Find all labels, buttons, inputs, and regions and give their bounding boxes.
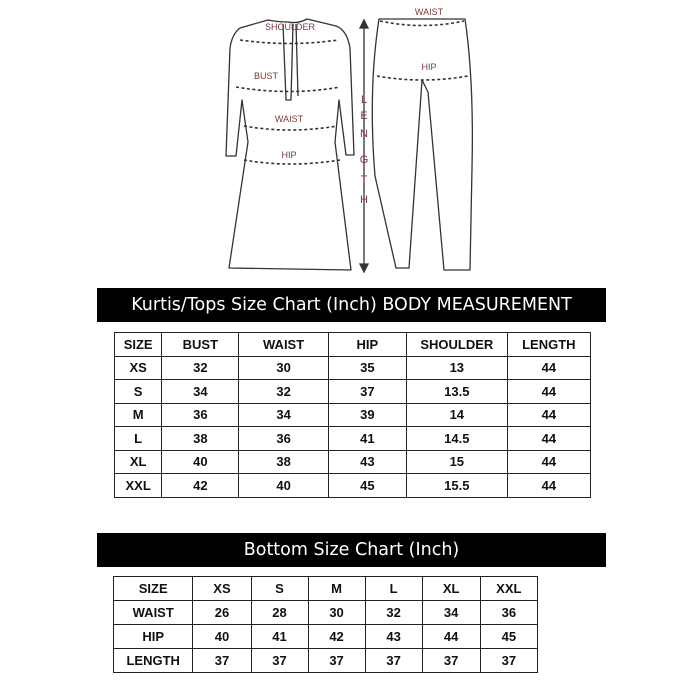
table-cell: 34 <box>162 380 239 404</box>
kurti-outline <box>226 19 354 270</box>
table-row <box>115 474 591 498</box>
table-cell: WAIST <box>114 601 193 625</box>
table-cell: 30 <box>308 601 365 625</box>
table-cell: 37 <box>251 649 308 673</box>
table-cell: 32 <box>365 601 422 625</box>
bottom-size-table <box>113 576 538 673</box>
table-cell: XL <box>115 450 162 474</box>
table-header-cell: SIZE <box>115 333 162 357</box>
table-row <box>115 427 591 451</box>
table-cell: 13.5 <box>406 380 507 404</box>
table-cell: 37 <box>480 649 537 673</box>
table-cell: 26 <box>193 601 251 625</box>
table-cell: XXL <box>115 474 162 498</box>
length-letter: G <box>359 154 369 166</box>
table-cell: 41 <box>328 427 406 451</box>
garment-illustration <box>0 0 700 285</box>
table-cell: 36 <box>480 601 537 625</box>
table-cell: M <box>115 403 162 427</box>
table-cell: XS <box>115 356 162 380</box>
table-header-row <box>114 577 538 601</box>
bust-label: BUST <box>253 71 279 81</box>
table-cell: 44 <box>507 356 590 380</box>
table-header-cell: BUST <box>162 333 239 357</box>
table-cell: 37 <box>328 380 406 404</box>
table-cell: 44 <box>507 474 590 498</box>
table-row <box>114 601 538 625</box>
table-row <box>115 356 591 380</box>
kurti-waist-label: WAIST <box>274 114 304 124</box>
tops-size-table <box>114 332 591 498</box>
table-header-cell: XS <box>193 577 251 601</box>
table-row <box>115 403 591 427</box>
table-cell: 32 <box>162 356 239 380</box>
table-cell: HIP <box>114 625 193 649</box>
table-cell: 37 <box>365 649 422 673</box>
table-header-cell: LENGTH <box>507 333 590 357</box>
length-letter: E <box>360 110 368 122</box>
table-row <box>114 625 538 649</box>
length-letter: T <box>360 174 368 186</box>
table-cell: 37 <box>422 649 480 673</box>
table-cell: 42 <box>308 625 365 649</box>
table-cell: 35 <box>328 356 406 380</box>
table-cell: S <box>115 380 162 404</box>
table-cell: 44 <box>507 450 590 474</box>
table-header-cell: WAIST <box>239 333 328 357</box>
table-cell: 41 <box>251 625 308 649</box>
table-cell: 34 <box>422 601 480 625</box>
table-cell: LENGTH <box>114 649 193 673</box>
table-header-cell: M <box>308 577 365 601</box>
table-header-cell: L <box>365 577 422 601</box>
table-cell: 14 <box>406 403 507 427</box>
table-cell: 36 <box>162 403 239 427</box>
table-cell: 43 <box>365 625 422 649</box>
table-cell: L <box>115 427 162 451</box>
table-row <box>115 450 591 474</box>
table-cell: 13 <box>406 356 507 380</box>
table-cell: 37 <box>193 649 251 673</box>
pants-hip-label: HIP <box>421 62 437 72</box>
table-cell: 34 <box>239 403 328 427</box>
table-header-cell: SIZE <box>114 577 193 601</box>
table-header-row <box>115 333 591 357</box>
table-cell: 36 <box>239 427 328 451</box>
table-cell: 15.5 <box>406 474 507 498</box>
pants-outline <box>372 19 472 270</box>
table-row <box>115 380 591 404</box>
table-cell: 39 <box>328 403 406 427</box>
table-cell: 38 <box>162 427 239 451</box>
table-cell: 45 <box>328 474 406 498</box>
table-header-cell: XL <box>422 577 480 601</box>
table-cell: 28 <box>251 601 308 625</box>
table-cell: 14.5 <box>406 427 507 451</box>
table-cell: 37 <box>308 649 365 673</box>
table-cell: 40 <box>239 474 328 498</box>
table-cell: 40 <box>162 450 239 474</box>
table-cell: 44 <box>422 625 480 649</box>
table-cell: 42 <box>162 474 239 498</box>
table-cell: 43 <box>328 450 406 474</box>
table-cell: 40 <box>193 625 251 649</box>
table-cell: 38 <box>239 450 328 474</box>
table-cell: 44 <box>507 427 590 451</box>
pants-waist-label: WAIST <box>414 7 444 17</box>
length-letter: N <box>360 128 368 140</box>
table-header-cell: XXL <box>480 577 537 601</box>
table-header-cell: SHOULDER <box>406 333 507 357</box>
shoulder-label: SHOULDER <box>264 22 316 32</box>
table-cell: 15 <box>406 450 507 474</box>
table-cell: 32 <box>239 380 328 404</box>
table-cell: 45 <box>480 625 537 649</box>
kurti-hip-label: HIP <box>281 150 297 160</box>
table-cell: 44 <box>507 403 590 427</box>
table-header-cell: HIP <box>328 333 406 357</box>
table-cell: 44 <box>507 380 590 404</box>
tops-chart-title: Kurtis/Tops Size Chart (Inch) BODY MEASUREMENT <box>97 288 606 322</box>
table-cell: 30 <box>239 356 328 380</box>
bottom-chart-title: Bottom Size Chart (Inch) <box>97 533 606 567</box>
table-header-cell: S <box>251 577 308 601</box>
table-row <box>114 649 538 673</box>
length-letter: L <box>360 94 368 106</box>
length-letter: H <box>360 194 368 206</box>
